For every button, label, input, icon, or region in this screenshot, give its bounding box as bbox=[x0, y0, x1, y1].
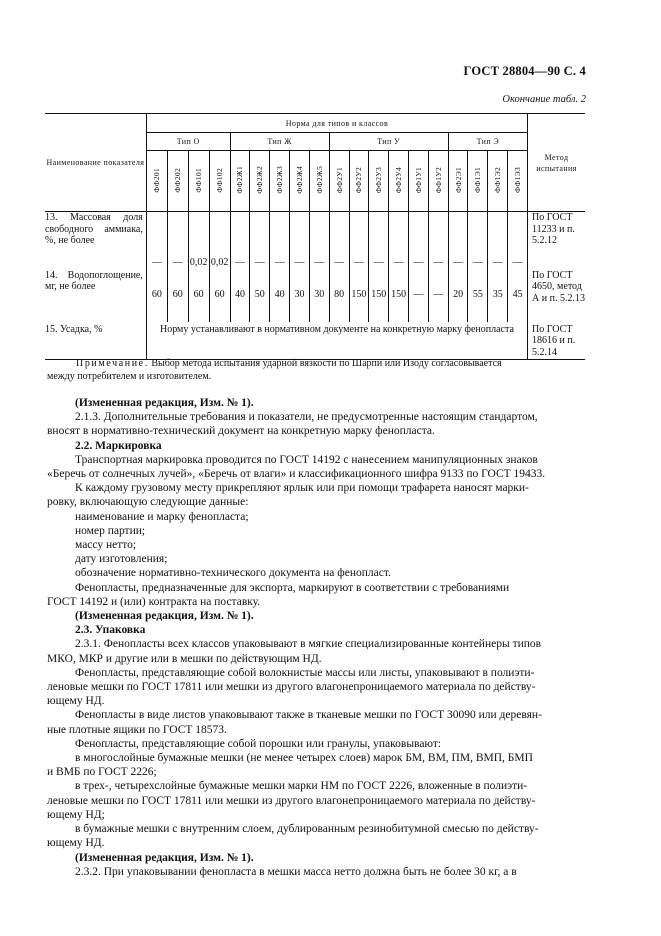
paragraph: К каждому грузовому месту прикрепляют ярлык или при помощи трафарета наносят марки- bbox=[75, 482, 529, 495]
class-header: ФФ2Ж2 bbox=[250, 151, 270, 212]
paragraph: ющему НД; bbox=[47, 808, 105, 821]
header-type-zh: Тип Ж bbox=[230, 133, 329, 151]
cell-value: 150 bbox=[349, 270, 369, 322]
class-header: ФФ102 bbox=[209, 151, 230, 212]
table-note bbox=[47, 358, 583, 383]
cell-value: — bbox=[488, 212, 508, 270]
section-heading-packaging: 2.3. Упаковка bbox=[75, 624, 146, 637]
cell-value: — bbox=[369, 212, 389, 270]
header-type-u: Тип У bbox=[329, 133, 448, 151]
paragraph: МКО, МКР и другие или в мешки по действующим НД. bbox=[47, 652, 322, 665]
class-header: ФФ1Э3 bbox=[508, 151, 528, 212]
table-row bbox=[45, 212, 585, 270]
properties-table bbox=[45, 113, 585, 360]
paragraph: ющему НД. bbox=[47, 837, 105, 850]
paragraph: вносят в нормативно-технический документ на конкретную марку фенопласта. bbox=[47, 425, 435, 438]
paragraph: 2.1.3. Дополнительные требования и показатели, не предусмотренные настоящим стандартом, bbox=[75, 411, 538, 424]
class-header: ФФ2У2 bbox=[349, 151, 369, 212]
cell-value: — bbox=[329, 212, 349, 270]
paragraph: Транспортная маркировка проводится по ГОСТ 14192 с нанесением манипуляционных знаков bbox=[75, 453, 538, 466]
cell-value: 150 bbox=[369, 270, 389, 322]
cell-value: — bbox=[250, 212, 270, 270]
class-header: ФФ2У3 bbox=[369, 151, 389, 212]
row-method: По ГОСТ 11233 и п. 5.2.12 bbox=[532, 212, 575, 246]
paragraph: Фенопласты, предназначенные для экспорта, маркируют в соответствии с требованиями bbox=[75, 581, 510, 594]
note-label: Примечание. bbox=[76, 358, 149, 369]
list-item: наименование и марку фенопласта; bbox=[75, 510, 249, 523]
class-header: ФФ2Ж3 bbox=[270, 151, 290, 212]
paragraph: леновые мешки по ГОСТ 17811 или мешки из другого влагонепроницаемого материала по действу- bbox=[47, 794, 536, 807]
class-header: ФФ2Ж5 bbox=[309, 151, 329, 212]
paragraph: ГОСТ 14192 и (или) контракта на поставку. bbox=[47, 595, 261, 608]
row-method: По ГОСТ 18616 и п. 5.2.14 bbox=[528, 322, 585, 360]
cell-value: 50 bbox=[250, 270, 270, 322]
cell-value: 40 bbox=[230, 270, 250, 322]
row-name: 15. Усадка, % bbox=[45, 322, 146, 360]
class-header: ФФ1Э1 bbox=[468, 151, 488, 212]
row-name: 14. Водопоглощение, мг, не более bbox=[45, 270, 146, 322]
cell-value: — bbox=[290, 212, 310, 270]
class-header: ФФ202 bbox=[167, 151, 188, 212]
amendment-note: (Измененная редакция, Изм. № 1). bbox=[75, 397, 254, 409]
header-type-e: Тип Э bbox=[448, 133, 527, 151]
header-type-o: Тип О bbox=[146, 133, 230, 151]
cell-value: 45 bbox=[508, 270, 528, 322]
cell-value: 55 bbox=[468, 270, 488, 322]
cell-value: — bbox=[309, 212, 329, 270]
class-header: ФФ1Э2 bbox=[488, 151, 508, 212]
class-header: ФФ101 bbox=[188, 151, 209, 212]
cell-value: 30 bbox=[309, 270, 329, 322]
paragraph: в многослойные бумажные мешки (не менее четырех слоев) марок БМ, ВМ, ПМ, ВМП, БМП bbox=[75, 752, 533, 765]
paragraph: ющему НД. bbox=[47, 695, 105, 708]
cell-value: — bbox=[508, 212, 528, 270]
paragraph: Фенопласты, представляющие собой волокнистые массы или листы, упаковывают в полиэти- bbox=[75, 666, 535, 679]
cell-value: — bbox=[448, 212, 468, 270]
class-header: ФФ2Э1 bbox=[448, 151, 468, 212]
properties-table-wrapper bbox=[45, 113, 585, 360]
paragraph: ные плотные ящики по ГОСТ 18573. bbox=[47, 723, 227, 736]
header-method: Метод испытания bbox=[528, 114, 585, 212]
class-header: ФФ201 bbox=[146, 151, 167, 212]
cell-value: 60 bbox=[146, 270, 167, 322]
note-text: Выбор метода испытания ударной вязкости по Шарпи или Изоду согласовывается bbox=[148, 358, 502, 369]
document-body bbox=[47, 396, 584, 879]
row-name: 13. Массовая доля свободного аммиака, %, не более bbox=[45, 212, 146, 270]
table-row bbox=[45, 270, 585, 322]
paragraph: Фенопласты в виде листов упаковывают также в тканевые мешки по ГОСТ 30090 или деревян- bbox=[75, 709, 542, 722]
cell-value: — bbox=[230, 212, 250, 270]
class-header: ФФ1У2 bbox=[428, 151, 448, 212]
cell-value: — bbox=[270, 212, 290, 270]
cell-value: — bbox=[349, 212, 369, 270]
cell-value: 60 bbox=[188, 270, 209, 322]
cell-value: 20 bbox=[448, 270, 468, 322]
cell-value: 80 bbox=[329, 270, 349, 322]
row-method: По ГОСТ 4650, метод А и п. 5.2.13 bbox=[532, 269, 585, 304]
cell-value: 60 bbox=[167, 270, 188, 322]
cell-value: — bbox=[167, 212, 188, 270]
cell-value: 150 bbox=[389, 270, 409, 322]
cell-value: 35 bbox=[488, 270, 508, 322]
note-text-continued: между потребителем и изготовителем. bbox=[47, 370, 212, 382]
document-header: ГОСТ 28804—90 С. 4 bbox=[463, 64, 586, 78]
cell-value: — bbox=[428, 212, 448, 270]
cell-value: — bbox=[409, 212, 429, 270]
list-item: дату изготовления; bbox=[75, 553, 168, 566]
amendment-note: (Измененная редакция, Изм. № 1). bbox=[75, 851, 254, 864]
paragraph: «Беречь от солнечных лучей», «Беречь от влаги» и классификационного шифра 9133 по ГОСТ 19433. bbox=[47, 468, 546, 481]
cell-value: 30 bbox=[290, 270, 310, 322]
paragraph: в бумажные мешки с внутренним слоем, дублированным резинобитумной смесью по действу- bbox=[75, 823, 539, 836]
class-header: ФФ2Ж4 bbox=[290, 151, 310, 212]
cell-value: — bbox=[146, 212, 167, 270]
class-header: ФФ1У1 bbox=[409, 151, 429, 212]
cell-value: 60 bbox=[209, 270, 230, 322]
section-heading-marking: 2.2. Маркировка bbox=[75, 439, 162, 452]
cell-value: 0,02 bbox=[188, 212, 209, 270]
row-merged-note: Норму устанавливают в нормативном документе на конкретную марку фенопласта bbox=[146, 322, 527, 360]
cell-value: — bbox=[389, 212, 409, 270]
paragraph: и ВМБ по ГОСТ 2226; bbox=[47, 766, 157, 779]
paragraph: в трех-, четырехслойные бумажные мешки марки НМ по ГОСТ 2226, вложенные в полиэти- bbox=[75, 780, 528, 793]
class-header: ФФ2У1 bbox=[329, 151, 349, 212]
paragraph: Фенопласты, представляющие собой порошки или гранулы, упаковывают: bbox=[75, 737, 442, 750]
table-row bbox=[45, 322, 585, 360]
table-continuation-label: Окончание табл. 2 bbox=[502, 94, 586, 105]
paragraph: леновые мешки по ГОСТ 17811 или мешки из другого влагонепроницаемого материала по действу- bbox=[47, 681, 536, 694]
cell-value: — bbox=[409, 270, 429, 322]
list-item: номер партии; bbox=[75, 524, 146, 537]
cell-value: — bbox=[428, 270, 448, 322]
class-header: ФФ2Ж1 bbox=[230, 151, 250, 212]
cell-value: — bbox=[468, 212, 488, 270]
paragraph: 2.3.1. Фенопласты всех классов упаковывают в мягкие специализированные контейнеры типов bbox=[75, 638, 542, 651]
header-norm: Норма для типов и классов bbox=[146, 114, 527, 133]
list-item: массу нетто; bbox=[75, 539, 137, 552]
paragraph: 2.3.2. При упаковывании фенопласта в мешки масса нетто должна быть не более 30 кг, а в bbox=[75, 865, 517, 878]
paragraph: ровку, включающую следующие данные: bbox=[47, 496, 249, 509]
amendment-note: (Измененная редакция, Изм. № 1). bbox=[75, 610, 254, 623]
list-item: обозначение нормативно-технического документа на фенопласт. bbox=[75, 567, 391, 580]
header-indicator-name: Наименование показателя bbox=[45, 114, 146, 212]
cell-value: 0,02 bbox=[209, 212, 230, 270]
cell-value: 40 bbox=[270, 270, 290, 322]
class-header: ФФ2У4 bbox=[389, 151, 409, 212]
